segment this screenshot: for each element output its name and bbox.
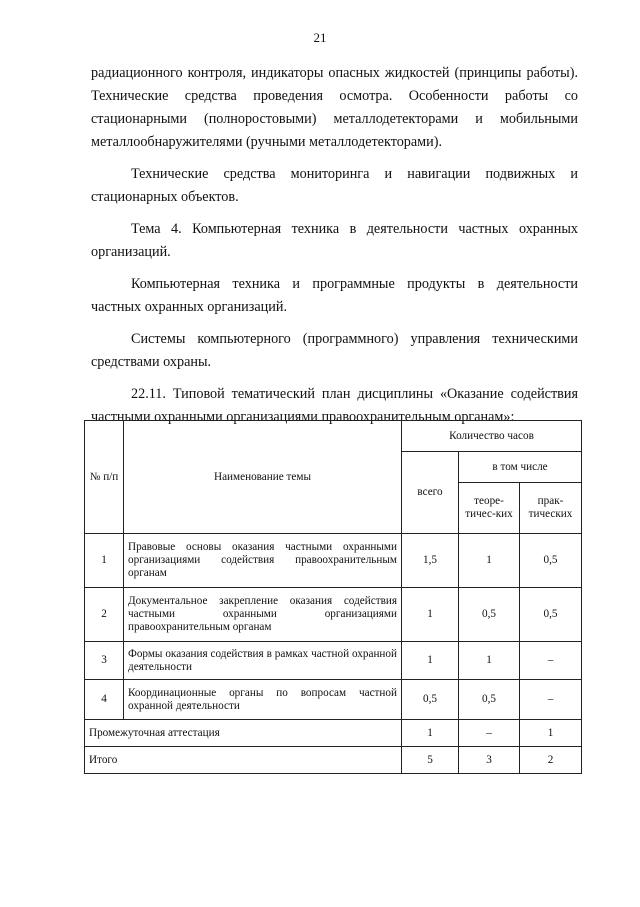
table-row [85, 534, 582, 588]
page-number: 21 [313, 30, 327, 45]
row-theory: 1 [459, 642, 520, 680]
row-topic: Документальное закрепление оказания содействия частными охранными организациями правоохранительным органам [124, 588, 402, 642]
header-topic-name: Наименование темы [124, 421, 402, 534]
header-total: всего [402, 452, 459, 534]
row-total: 1,5 [402, 534, 459, 588]
paragraph: Тема 4. Компьютерная техника в деятельности частных охранных организаций. [91, 221, 578, 260]
row-total: 1 [402, 588, 459, 642]
summary-total: 5 [402, 747, 459, 774]
summary-practice: 2 [520, 747, 582, 774]
paragraph: радиационного контроля, индикаторы опасных жидкостей (принципы работы). Технические средства проведения осмотра. Особенности работы со стационарными (полноростовыми) металлодетекторами и мобильными металлообнаружителями (ручными металлодетекторами). [91, 65, 578, 150]
paragraph: Системы компьютерного (программного) управления техническими средствами охраны. [91, 331, 578, 370]
intermediate-total: 1 [402, 720, 459, 747]
table-row-intermediate [85, 720, 582, 747]
row-topic: Правовые основы оказания частными охранными организациями содействия правоохранительным органам [124, 534, 402, 588]
row-total: 0,5 [402, 680, 459, 720]
paragraph: 22.11. Типовой тематический план дисциплины «Оказание содействия частными охранными организациями правоохранительным органам»: [91, 386, 578, 425]
row-total: 1 [402, 642, 459, 680]
header-including: в том числе [459, 452, 582, 483]
header-num: № п/п [85, 421, 124, 534]
paragraph: Технические средства мониторинга и навигации подвижных и стационарных объектов. [91, 166, 578, 205]
table-row-summary [85, 747, 582, 774]
header-practice: прак-тических [520, 483, 582, 534]
row-topic: Формы оказания содействия в рамках частной охранной деятельности [124, 642, 402, 680]
row-practice: 0,5 [520, 534, 582, 588]
intermediate-practice: 1 [520, 720, 582, 747]
row-theory: 0,5 [459, 588, 520, 642]
row-num: 4 [85, 680, 124, 720]
row-num: 3 [85, 642, 124, 680]
header-theory: теоре-тичес-ких [459, 483, 520, 534]
summary-theory: 3 [459, 747, 520, 774]
row-practice: – [520, 680, 582, 720]
row-num: 2 [85, 588, 124, 642]
intermediate-theory: – [459, 720, 520, 747]
table-row [85, 642, 582, 680]
row-theory: 0,5 [459, 680, 520, 720]
paragraph: Компьютерная техника и программные продукты в деятельности частных охранных организаций. [91, 276, 578, 315]
table-header-row [85, 421, 582, 452]
table-row [85, 680, 582, 720]
thematic-plan-table [84, 420, 582, 774]
row-practice: – [520, 642, 582, 680]
summary-label: Итого [85, 747, 402, 774]
row-theory: 1 [459, 534, 520, 588]
row-topic: Координационные органы по вопросам частной охранной деятельности [124, 680, 402, 720]
header-hours: Количество часов [402, 421, 582, 452]
table-row [85, 588, 582, 642]
body-text [91, 62, 578, 438]
row-practice: 0,5 [520, 588, 582, 642]
row-num: 1 [85, 534, 124, 588]
intermediate-label: Промежуточная аттестация [85, 720, 402, 747]
